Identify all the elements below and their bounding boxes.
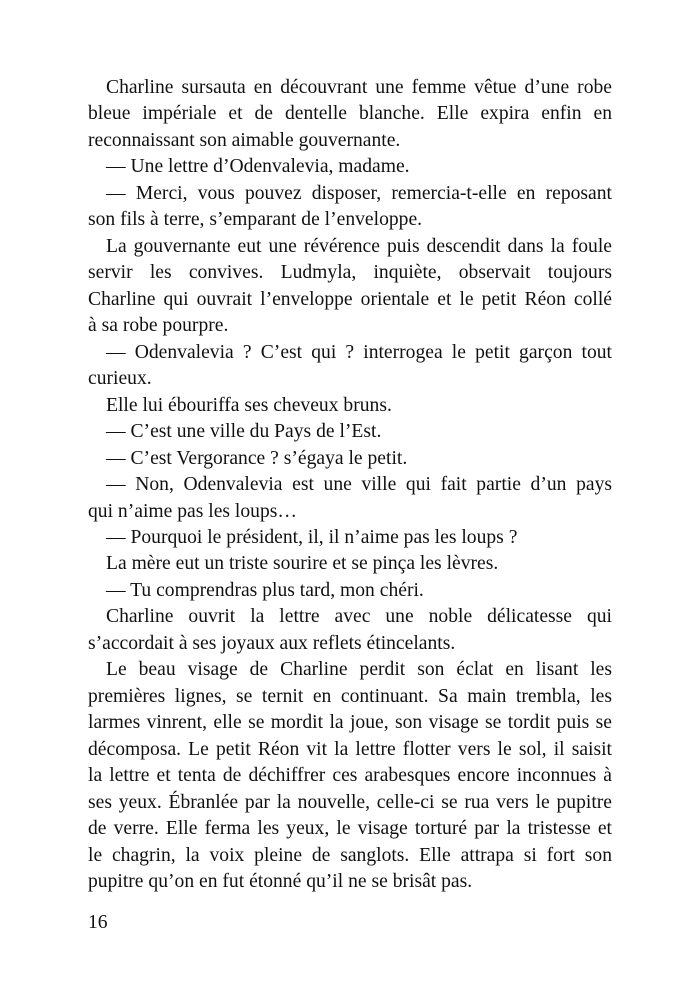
text-line: larmes vinrent, elle se mordit la joue, son visage se tordit puis se bbox=[88, 712, 612, 734]
text-line: La mère eut un triste sourire et se pinça les lèvres. bbox=[106, 553, 499, 575]
text-line: ses yeux. Ébranlée par la nouvelle, celle-ci se rua vers le pupitre bbox=[88, 791, 612, 813]
body-text bbox=[88, 75, 612, 896]
text-line: — Merci, vous pouvez disposer, remercia-t-elle en reposant bbox=[106, 182, 612, 204]
text-line: de verre. Elle ferma les yeux, le visage torturé par la tristesse et bbox=[88, 818, 612, 840]
text-line: le chagrin, la voix pleine de sanglots. Elle attrapa si fort son bbox=[88, 844, 612, 866]
text-line: curieux. bbox=[88, 368, 152, 390]
text-line: Elle lui ébouriffa ses cheveux bruns. bbox=[106, 394, 392, 416]
text-line: — C’est une ville du Pays de l’Est. bbox=[106, 421, 382, 443]
text-line: — Odenvalevia ? C’est qui ? interrogea le petit garçon tout bbox=[106, 341, 612, 363]
text-line: reconnaissant son aimable gouvernante. bbox=[88, 129, 401, 151]
text-line: Charline sursauta en découvrant une femme vêtue d’une robe bbox=[106, 77, 612, 98]
text-line: pupitre qu’on en fut étonné qu’il ne se brisât pas. bbox=[88, 871, 473, 893]
text-line: Charline qui ouvrait l’enveloppe orientale et le petit Réon collé bbox=[88, 288, 612, 310]
text-line: — Non, Odenvalevia est une ville qui fait partie d’un pays bbox=[106, 474, 612, 496]
text-line: servir les convives. Ludmyla, inquiète, observait toujours bbox=[88, 262, 612, 284]
text-line: — Tu comprendras plus tard, mon chéri. bbox=[106, 579, 424, 601]
text-line: la lettre et tenta de déchiffrer ces arabesques encore inconnues à bbox=[88, 765, 612, 787]
text-line: bleue impériale et de dentelle blanche. Elle expira enfin en bbox=[88, 103, 612, 125]
text-line: La gouvernante eut une révérence puis descendit dans la foule bbox=[106, 235, 612, 257]
text-line: Le beau visage de Charline perdit son éclat en lisant les bbox=[106, 659, 612, 681]
text-line: s’accordait à ses joyaux aux reflets étincelants. bbox=[88, 632, 456, 654]
text-line: — Pourquoi le président, il, il n’aime pas les loups ? bbox=[106, 526, 518, 548]
text-line: son fils à terre, s’emparant de l’enveloppe. bbox=[88, 209, 423, 231]
text-line: à sa robe pourpre. bbox=[88, 315, 229, 337]
text-line: décomposa. Le petit Réon vit la lettre flotter vers le sol, il saisit bbox=[88, 738, 612, 760]
page-number: 16 bbox=[88, 912, 108, 933]
text-line: qui n’aime pas les loups… bbox=[88, 500, 297, 522]
text-line: — Une lettre d’Odenvalevia, madame. bbox=[106, 156, 410, 178]
text-line: premières lignes, se ternit en continuant. Sa main trembla, les bbox=[88, 685, 612, 707]
text-line: — C’est Vergorance ? s’égaya le petit. bbox=[106, 447, 408, 469]
text-line: Charline ouvrit la lettre avec une noble délicatesse qui bbox=[106, 606, 612, 628]
